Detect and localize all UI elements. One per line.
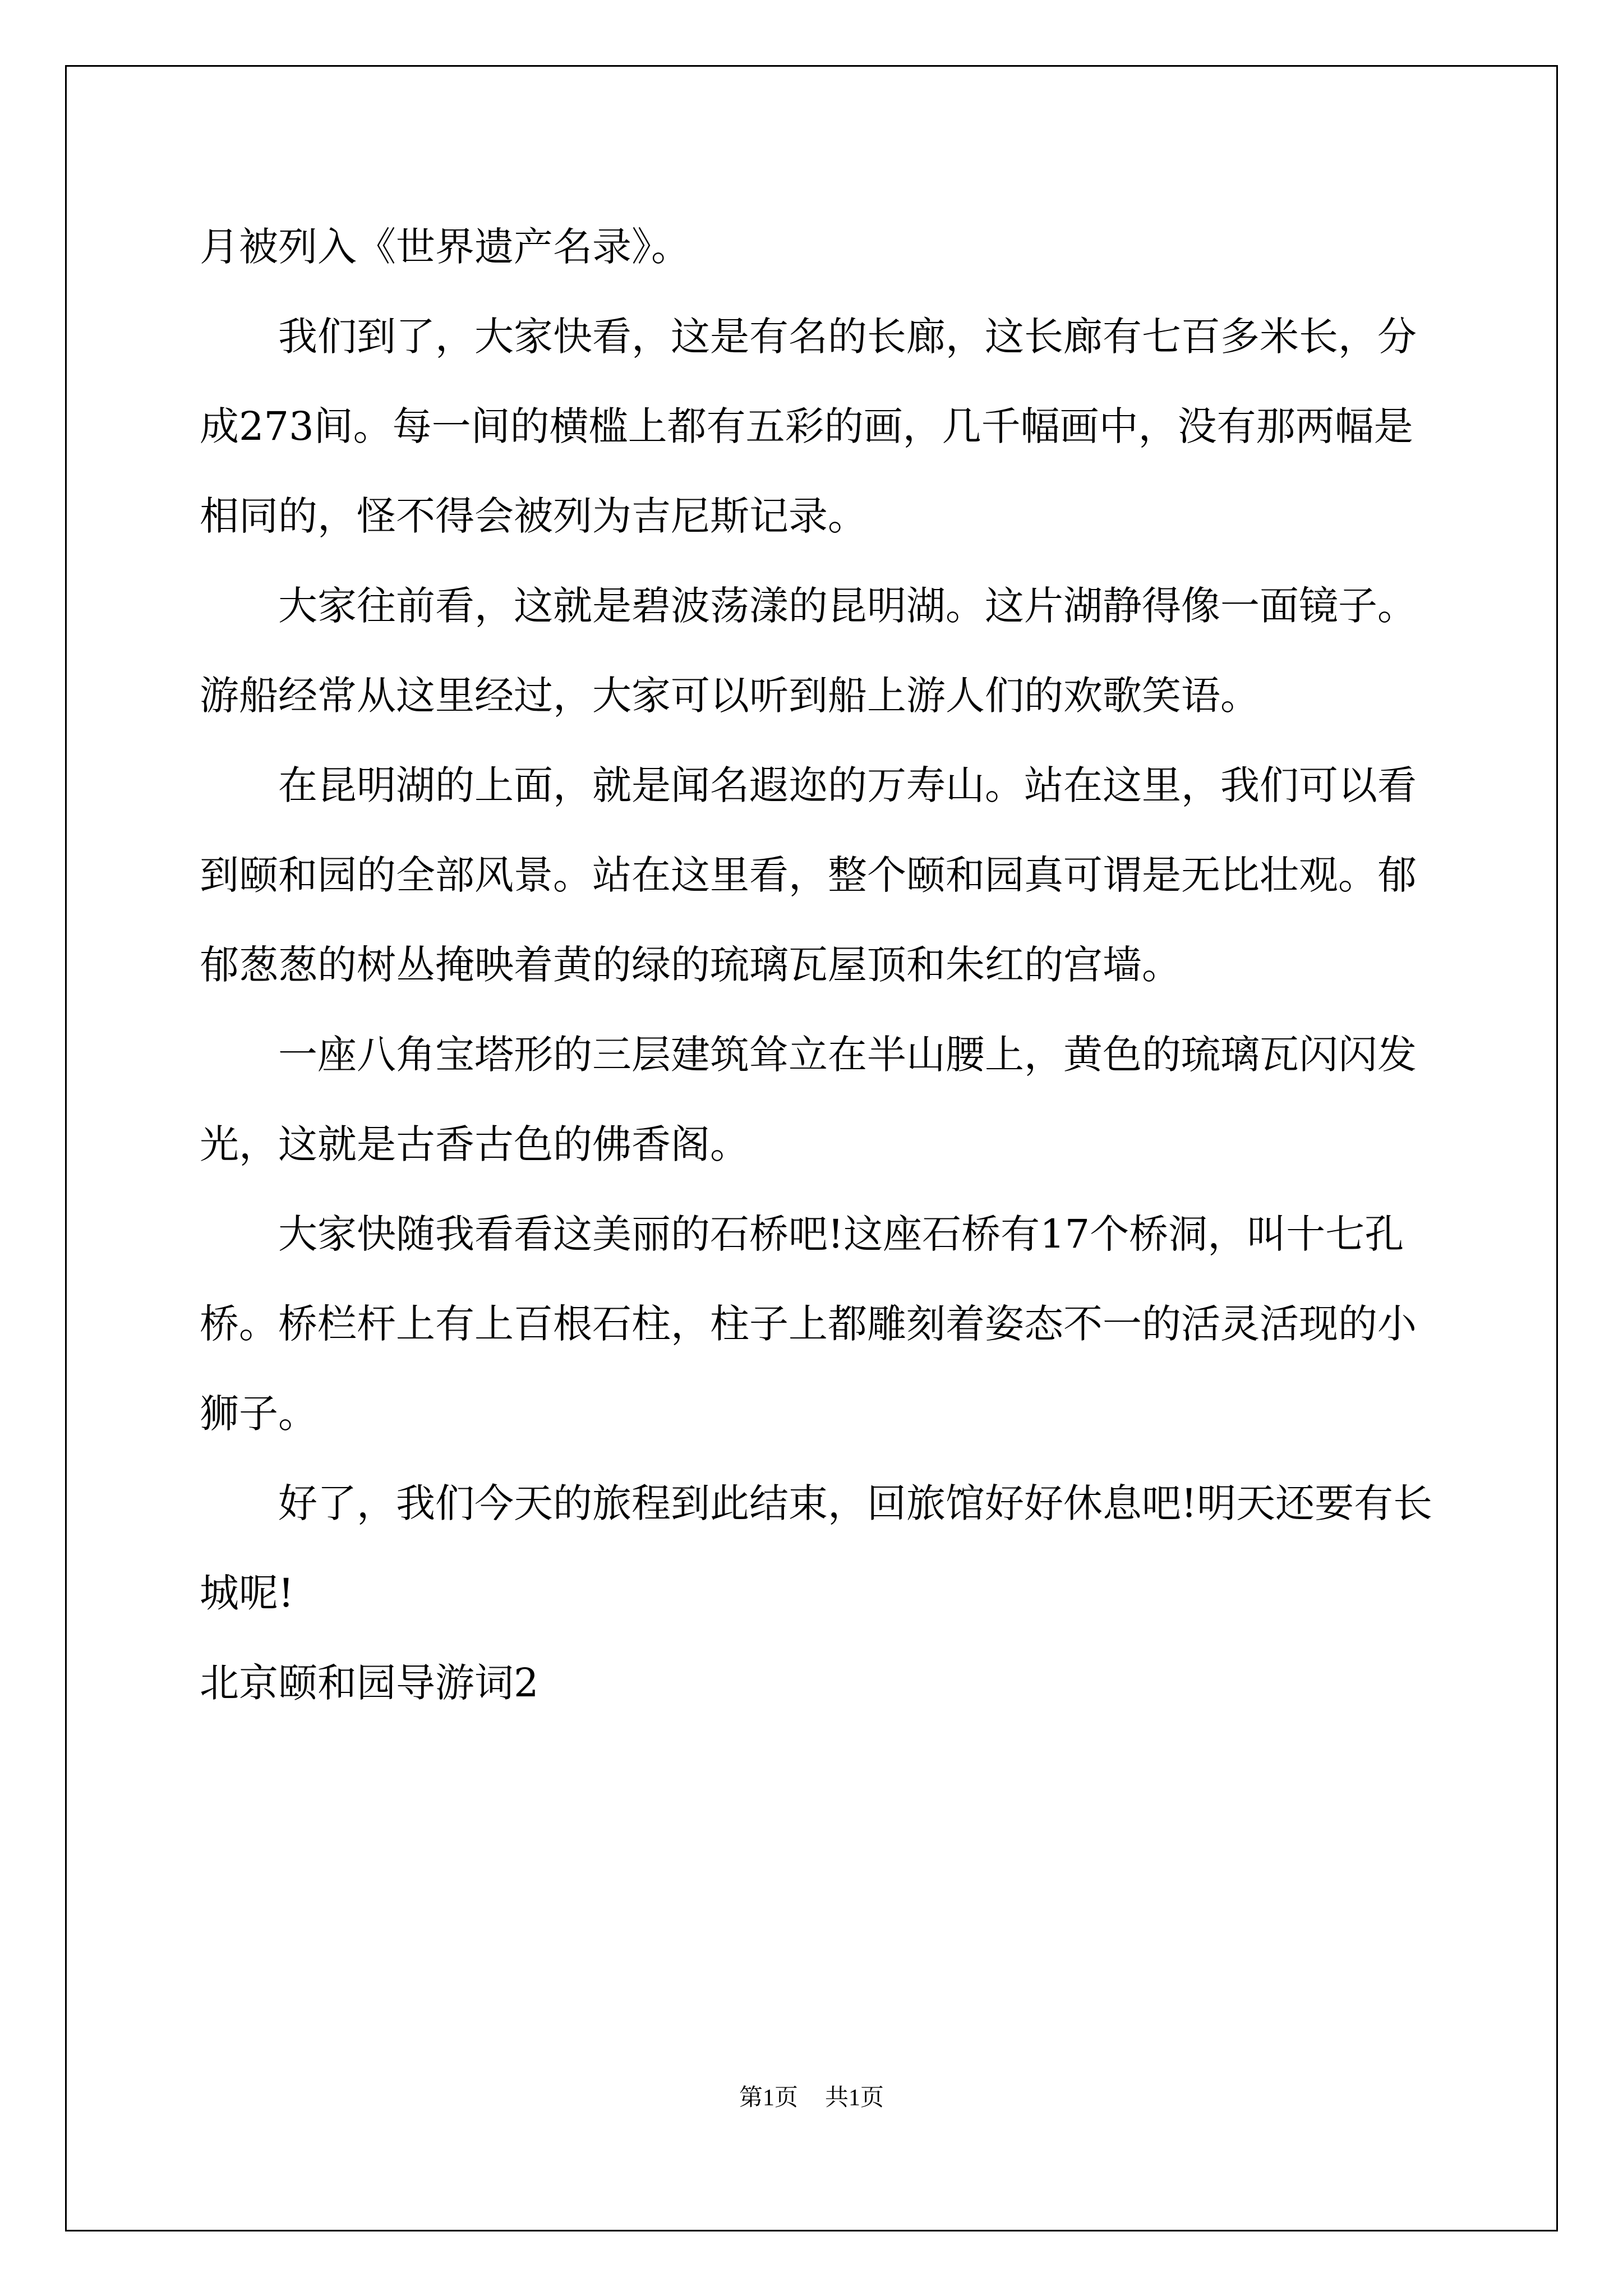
document-body (200, 202, 1445, 1728)
paragraph-1: 月被列入《世界遗产名录》。 (200, 224, 690, 270)
page-number-total: 共1页 (825, 2085, 884, 2111)
page-footer (0, 2081, 1623, 2115)
paragraph-4: 在昆明湖的上面，就是闻名遐迩的万寿山。站在这里，我们可以看到颐和园的全部风景。站在这里看，整个颐和园真可谓是无比壮观。郁郁葱葱的树丛掩映着黄的绿的琉璃瓦屋顶和朱红的宫墙。 (200, 762, 1417, 988)
paragraph-7: 好了，我们今天的旅程到此结束，回旅馆好好休息吧!明天还要有长城呢! (200, 1480, 1433, 1616)
paragraph-2: 我们到了，大家快看，这是有名的长廊，这长廊有七百多米长，分成273间。每一间的横槛上都有五彩的画，几千幅画中，没有那两幅是相同的，怪不得会被列为吉尼斯记录。 (200, 314, 1417, 539)
section-heading: 北京颐和园导游词2 (200, 1660, 539, 1706)
paragraph-6: 大家快随我看看这美丽的石桥吧!这座石桥有17个桥洞，叫十七孔桥。桥栏杆上有上百根石柱，柱子上都雕刻着姿态不一的活灵活现的小狮子。 (200, 1211, 1417, 1437)
paragraph-3: 大家往前看，这就是碧波荡漾的昆明湖。这片湖静得像一面镜子。游船经常从这里经过，大家可以听到船上游人们的欢歌笑语。 (200, 583, 1417, 719)
paragraph-5: 一座八角宝塔形的三层建筑耸立在半山腰上，黄色的琉璃瓦闪闪发光，这就是古香古色的佛香阁。 (200, 1032, 1417, 1167)
page-number-current: 第1页 (739, 2085, 798, 2111)
